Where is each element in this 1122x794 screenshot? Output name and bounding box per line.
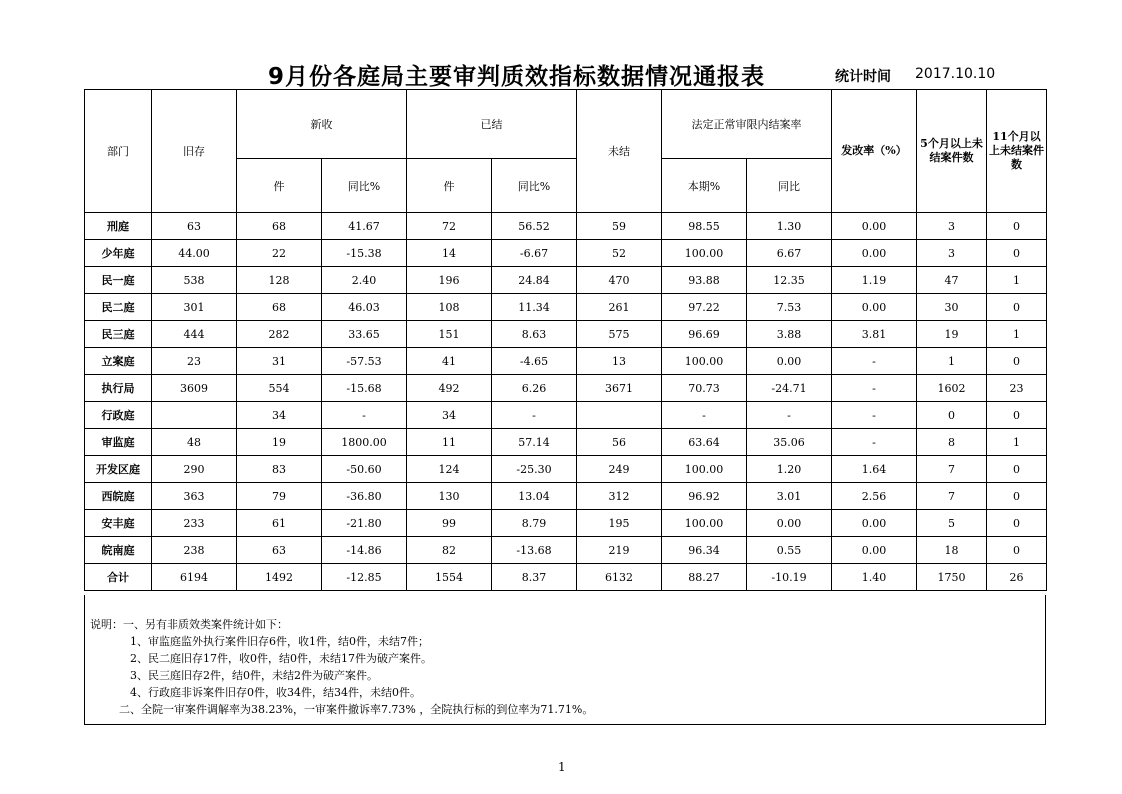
cell-new-yoy: -21.80 [322, 510, 407, 537]
header-old-stock: 旧存 [152, 90, 237, 213]
cell-closed-yoy: -25.30 [492, 456, 577, 483]
header-rate-yoy: 同比 [747, 159, 832, 213]
cell-closed: 14 [407, 240, 492, 267]
header-new-count: 件 [237, 159, 322, 213]
cell-old: 444 [152, 321, 237, 348]
cell-new-yoy: -12.85 [322, 564, 407, 591]
cell-reform: - [832, 375, 917, 402]
cell-over11: 0 [987, 510, 1047, 537]
cell-dept: 执行局 [85, 375, 152, 402]
cell-over5: 0 [917, 402, 987, 429]
header-closed: 已结 [407, 90, 577, 159]
table-row [85, 375, 1047, 402]
cell-pending [577, 402, 662, 429]
cell-old: 48 [152, 429, 237, 456]
notes-section [84, 595, 1046, 725]
cell-rate-yoy: -24.71 [747, 375, 832, 402]
cell-new-yoy: 33.65 [322, 321, 407, 348]
cell-over11: 1 [987, 429, 1047, 456]
cell-new: 63 [237, 537, 322, 564]
cell-closed-yoy: -4.65 [492, 348, 577, 375]
cell-reform: 3.81 [832, 321, 917, 348]
cell-new-yoy: 41.67 [322, 213, 407, 240]
cell-reform: 0.00 [832, 294, 917, 321]
table-row [85, 564, 1047, 591]
stat-time-value: 2017.10.10 [915, 66, 996, 82]
cell-reform: - [832, 429, 917, 456]
cell-closed: 34 [407, 402, 492, 429]
cell-over11: 0 [987, 240, 1047, 267]
stat-time-label: 统计时间 [835, 69, 891, 85]
cell-closed: 99 [407, 510, 492, 537]
cell-reform: - [832, 402, 917, 429]
cell-new-yoy: 1800.00 [322, 429, 407, 456]
cell-closed-yoy: -13.68 [492, 537, 577, 564]
cell-pending: 195 [577, 510, 662, 537]
report-table [84, 89, 1047, 591]
cell-rate: 96.69 [662, 321, 747, 348]
cell-reform: 0.00 [832, 240, 917, 267]
cell-over11: 0 [987, 213, 1047, 240]
cell-rate: 100.00 [662, 240, 747, 267]
cell-closed: 151 [407, 321, 492, 348]
cell-old: 63 [152, 213, 237, 240]
page-number: 1 [558, 760, 566, 774]
cell-new: 79 [237, 483, 322, 510]
cell-closed-yoy: 11.34 [492, 294, 577, 321]
cell-over11: 23 [987, 375, 1047, 402]
table-body [85, 213, 1047, 591]
cell-new: 34 [237, 402, 322, 429]
cell-reform: - [832, 348, 917, 375]
table-row [85, 240, 1047, 267]
table-row [85, 510, 1047, 537]
cell-rate: 100.00 [662, 456, 747, 483]
cell-over11: 0 [987, 456, 1047, 483]
cell-old [152, 402, 237, 429]
table-row [85, 348, 1047, 375]
cell-closed-yoy: -6.67 [492, 240, 577, 267]
cell-dept: 开发区庭 [85, 456, 152, 483]
cell-new: 554 [237, 375, 322, 402]
cell-pending: 56 [577, 429, 662, 456]
cell-pending: 59 [577, 213, 662, 240]
cell-old: 3609 [152, 375, 237, 402]
cell-closed-yoy: 57.14 [492, 429, 577, 456]
cell-rate: 97.22 [662, 294, 747, 321]
cell-reform: 0.00 [832, 510, 917, 537]
cell-closed-yoy: - [492, 402, 577, 429]
cell-over11: 0 [987, 294, 1047, 321]
cell-reform: 1.40 [832, 564, 917, 591]
cell-rate: 96.34 [662, 537, 747, 564]
header-pending: 未结 [577, 90, 662, 213]
cell-rate: 93.88 [662, 267, 747, 294]
cell-over5: 7 [917, 483, 987, 510]
header-legal-rate: 法定正常审限内结案率 [662, 90, 832, 159]
cell-rate-yoy: 3.88 [747, 321, 832, 348]
cell-new-yoy: -36.80 [322, 483, 407, 510]
cell-over5: 1750 [917, 564, 987, 591]
cell-closed: 108 [407, 294, 492, 321]
cell-dept: 少年庭 [85, 240, 152, 267]
cell-reform: 1.64 [832, 456, 917, 483]
cell-rate: 70.73 [662, 375, 747, 402]
cell-dept: 立案庭 [85, 348, 152, 375]
cell-pending: 6132 [577, 564, 662, 591]
cell-reform: 0.00 [832, 537, 917, 564]
table-row [85, 294, 1047, 321]
cell-new: 282 [237, 321, 322, 348]
cell-over5: 5 [917, 510, 987, 537]
cell-closed: 41 [407, 348, 492, 375]
cell-reform: 2.56 [832, 483, 917, 510]
header-closed-yoy: 同比% [492, 159, 577, 213]
cell-closed: 124 [407, 456, 492, 483]
cell-reform: 1.19 [832, 267, 917, 294]
cell-pending: 3671 [577, 375, 662, 402]
cell-new-yoy: -50.60 [322, 456, 407, 483]
note-line: 二、全院一审案件调解率为38.23%，一审案件撤诉率7.73% ，全院执行标的到位率为71.71%。 [119, 703, 594, 716]
report-title: 9月份各庭局主要审判质效指标数据情况通报表 [268, 64, 766, 90]
cell-closed: 1554 [407, 564, 492, 591]
cell-pending: 261 [577, 294, 662, 321]
cell-closed: 72 [407, 213, 492, 240]
note-line: 3、民三庭旧存2件，结0件，未结2件为破产案件。 [130, 669, 378, 682]
table-row [85, 321, 1047, 348]
cell-closed-yoy: 13.04 [492, 483, 577, 510]
cell-over5: 7 [917, 456, 987, 483]
cell-old: 233 [152, 510, 237, 537]
cell-over11: 26 [987, 564, 1047, 591]
cell-pending: 13 [577, 348, 662, 375]
cell-dept: 西皖庭 [85, 483, 152, 510]
cell-pending: 52 [577, 240, 662, 267]
cell-over5: 19 [917, 321, 987, 348]
cell-new: 61 [237, 510, 322, 537]
cell-closed: 196 [407, 267, 492, 294]
cell-new: 128 [237, 267, 322, 294]
cell-new-yoy: -15.68 [322, 375, 407, 402]
cell-closed: 82 [407, 537, 492, 564]
cell-dept: 民一庭 [85, 267, 152, 294]
cell-closed-yoy: 6.26 [492, 375, 577, 402]
cell-rate-yoy: 0.00 [747, 510, 832, 537]
cell-rate-yoy: 1.30 [747, 213, 832, 240]
cell-new: 83 [237, 456, 322, 483]
cell-closed-yoy: 8.37 [492, 564, 577, 591]
cell-dept: 民三庭 [85, 321, 152, 348]
cell-over11: 0 [987, 537, 1047, 564]
cell-old: 44.00 [152, 240, 237, 267]
cell-dept: 皖南庭 [85, 537, 152, 564]
cell-new: 22 [237, 240, 322, 267]
cell-new-yoy: 46.03 [322, 294, 407, 321]
cell-over11: 0 [987, 483, 1047, 510]
cell-closed-yoy: 8.79 [492, 510, 577, 537]
cell-rate: 100.00 [662, 348, 747, 375]
header-new-received: 新收 [237, 90, 407, 159]
cell-rate-yoy: 7.53 [747, 294, 832, 321]
cell-dept: 审监庭 [85, 429, 152, 456]
cell-new-yoy: -14.86 [322, 537, 407, 564]
header-reform-rate: 发改率（%） [832, 90, 917, 213]
table-row [85, 537, 1047, 564]
table-row [85, 213, 1047, 240]
cell-pending: 470 [577, 267, 662, 294]
cell-dept: 安丰庭 [85, 510, 152, 537]
cell-dept: 民二庭 [85, 294, 152, 321]
cell-old: 301 [152, 294, 237, 321]
cell-old: 363 [152, 483, 237, 510]
header-rate-current: 本期% [662, 159, 747, 213]
cell-over11: 0 [987, 402, 1047, 429]
cell-dept: 行政庭 [85, 402, 152, 429]
cell-pending: 219 [577, 537, 662, 564]
cell-rate-yoy: 1.20 [747, 456, 832, 483]
cell-pending: 312 [577, 483, 662, 510]
cell-new: 1492 [237, 564, 322, 591]
cell-old: 538 [152, 267, 237, 294]
cell-rate: 88.27 [662, 564, 747, 591]
note-line: 4、行政庭非诉案件旧存0件，收34件，结34件，未结0件。 [130, 686, 421, 699]
cell-over5: 47 [917, 267, 987, 294]
cell-new: 19 [237, 429, 322, 456]
cell-new-yoy: -57.53 [322, 348, 407, 375]
cell-rate: - [662, 402, 747, 429]
cell-pending: 575 [577, 321, 662, 348]
cell-rate-yoy: 35.06 [747, 429, 832, 456]
cell-new-yoy: 2.40 [322, 267, 407, 294]
note-line: 2、民二庭旧存17件，收0件，结0件，未结17件为破产案件。 [130, 652, 432, 665]
cell-closed-yoy: 8.63 [492, 321, 577, 348]
table-row [85, 456, 1047, 483]
cell-old: 23 [152, 348, 237, 375]
cell-closed: 492 [407, 375, 492, 402]
table-row [85, 402, 1047, 429]
cell-rate-yoy: 0.55 [747, 537, 832, 564]
cell-new: 31 [237, 348, 322, 375]
cell-rate: 98.55 [662, 213, 747, 240]
cell-closed: 11 [407, 429, 492, 456]
header-new-yoy: 同比% [322, 159, 407, 213]
cell-closed-yoy: 56.52 [492, 213, 577, 240]
note-line: 说明：一、另有非质效类案件统计如下： [90, 618, 288, 631]
cell-pending: 249 [577, 456, 662, 483]
cell-over5: 30 [917, 294, 987, 321]
table-row [85, 429, 1047, 456]
cell-closed-yoy: 24.84 [492, 267, 577, 294]
cell-over11: 1 [987, 321, 1047, 348]
cell-rate-yoy: -10.19 [747, 564, 832, 591]
cell-new: 68 [237, 213, 322, 240]
cell-rate-yoy: - [747, 402, 832, 429]
cell-old: 238 [152, 537, 237, 564]
header-closed-count: 件 [407, 159, 492, 213]
table-row [85, 483, 1047, 510]
cell-over5: 3 [917, 240, 987, 267]
cell-new: 68 [237, 294, 322, 321]
table-row [85, 267, 1047, 294]
cell-old: 290 [152, 456, 237, 483]
cell-rate: 96.92 [662, 483, 747, 510]
cell-rate: 63.64 [662, 429, 747, 456]
cell-new-yoy: - [322, 402, 407, 429]
cell-old: 6194 [152, 564, 237, 591]
header-over5: 5个月以上未结案件数 [917, 90, 987, 213]
cell-reform: 0.00 [832, 213, 917, 240]
cell-over5: 3 [917, 213, 987, 240]
note-line: 1、审监庭监外执行案件旧存6件，收1件，结0件，未结7件； [130, 635, 429, 648]
header-dept: 部门 [85, 90, 152, 213]
cell-dept: 合计 [85, 564, 152, 591]
cell-rate-yoy: 12.35 [747, 267, 832, 294]
header-over11: 11个月以上未结案件数 [987, 90, 1047, 213]
cell-rate-yoy: 6.67 [747, 240, 832, 267]
cell-closed: 130 [407, 483, 492, 510]
cell-rate-yoy: 0.00 [747, 348, 832, 375]
cell-rate-yoy: 3.01 [747, 483, 832, 510]
cell-over11: 1 [987, 267, 1047, 294]
cell-over11: 0 [987, 348, 1047, 375]
cell-rate: 100.00 [662, 510, 747, 537]
cell-new-yoy: -15.38 [322, 240, 407, 267]
cell-over5: 1 [917, 348, 987, 375]
cell-over5: 1602 [917, 375, 987, 402]
cell-dept: 刑庭 [85, 213, 152, 240]
cell-over5: 8 [917, 429, 987, 456]
cell-over5: 18 [917, 537, 987, 564]
